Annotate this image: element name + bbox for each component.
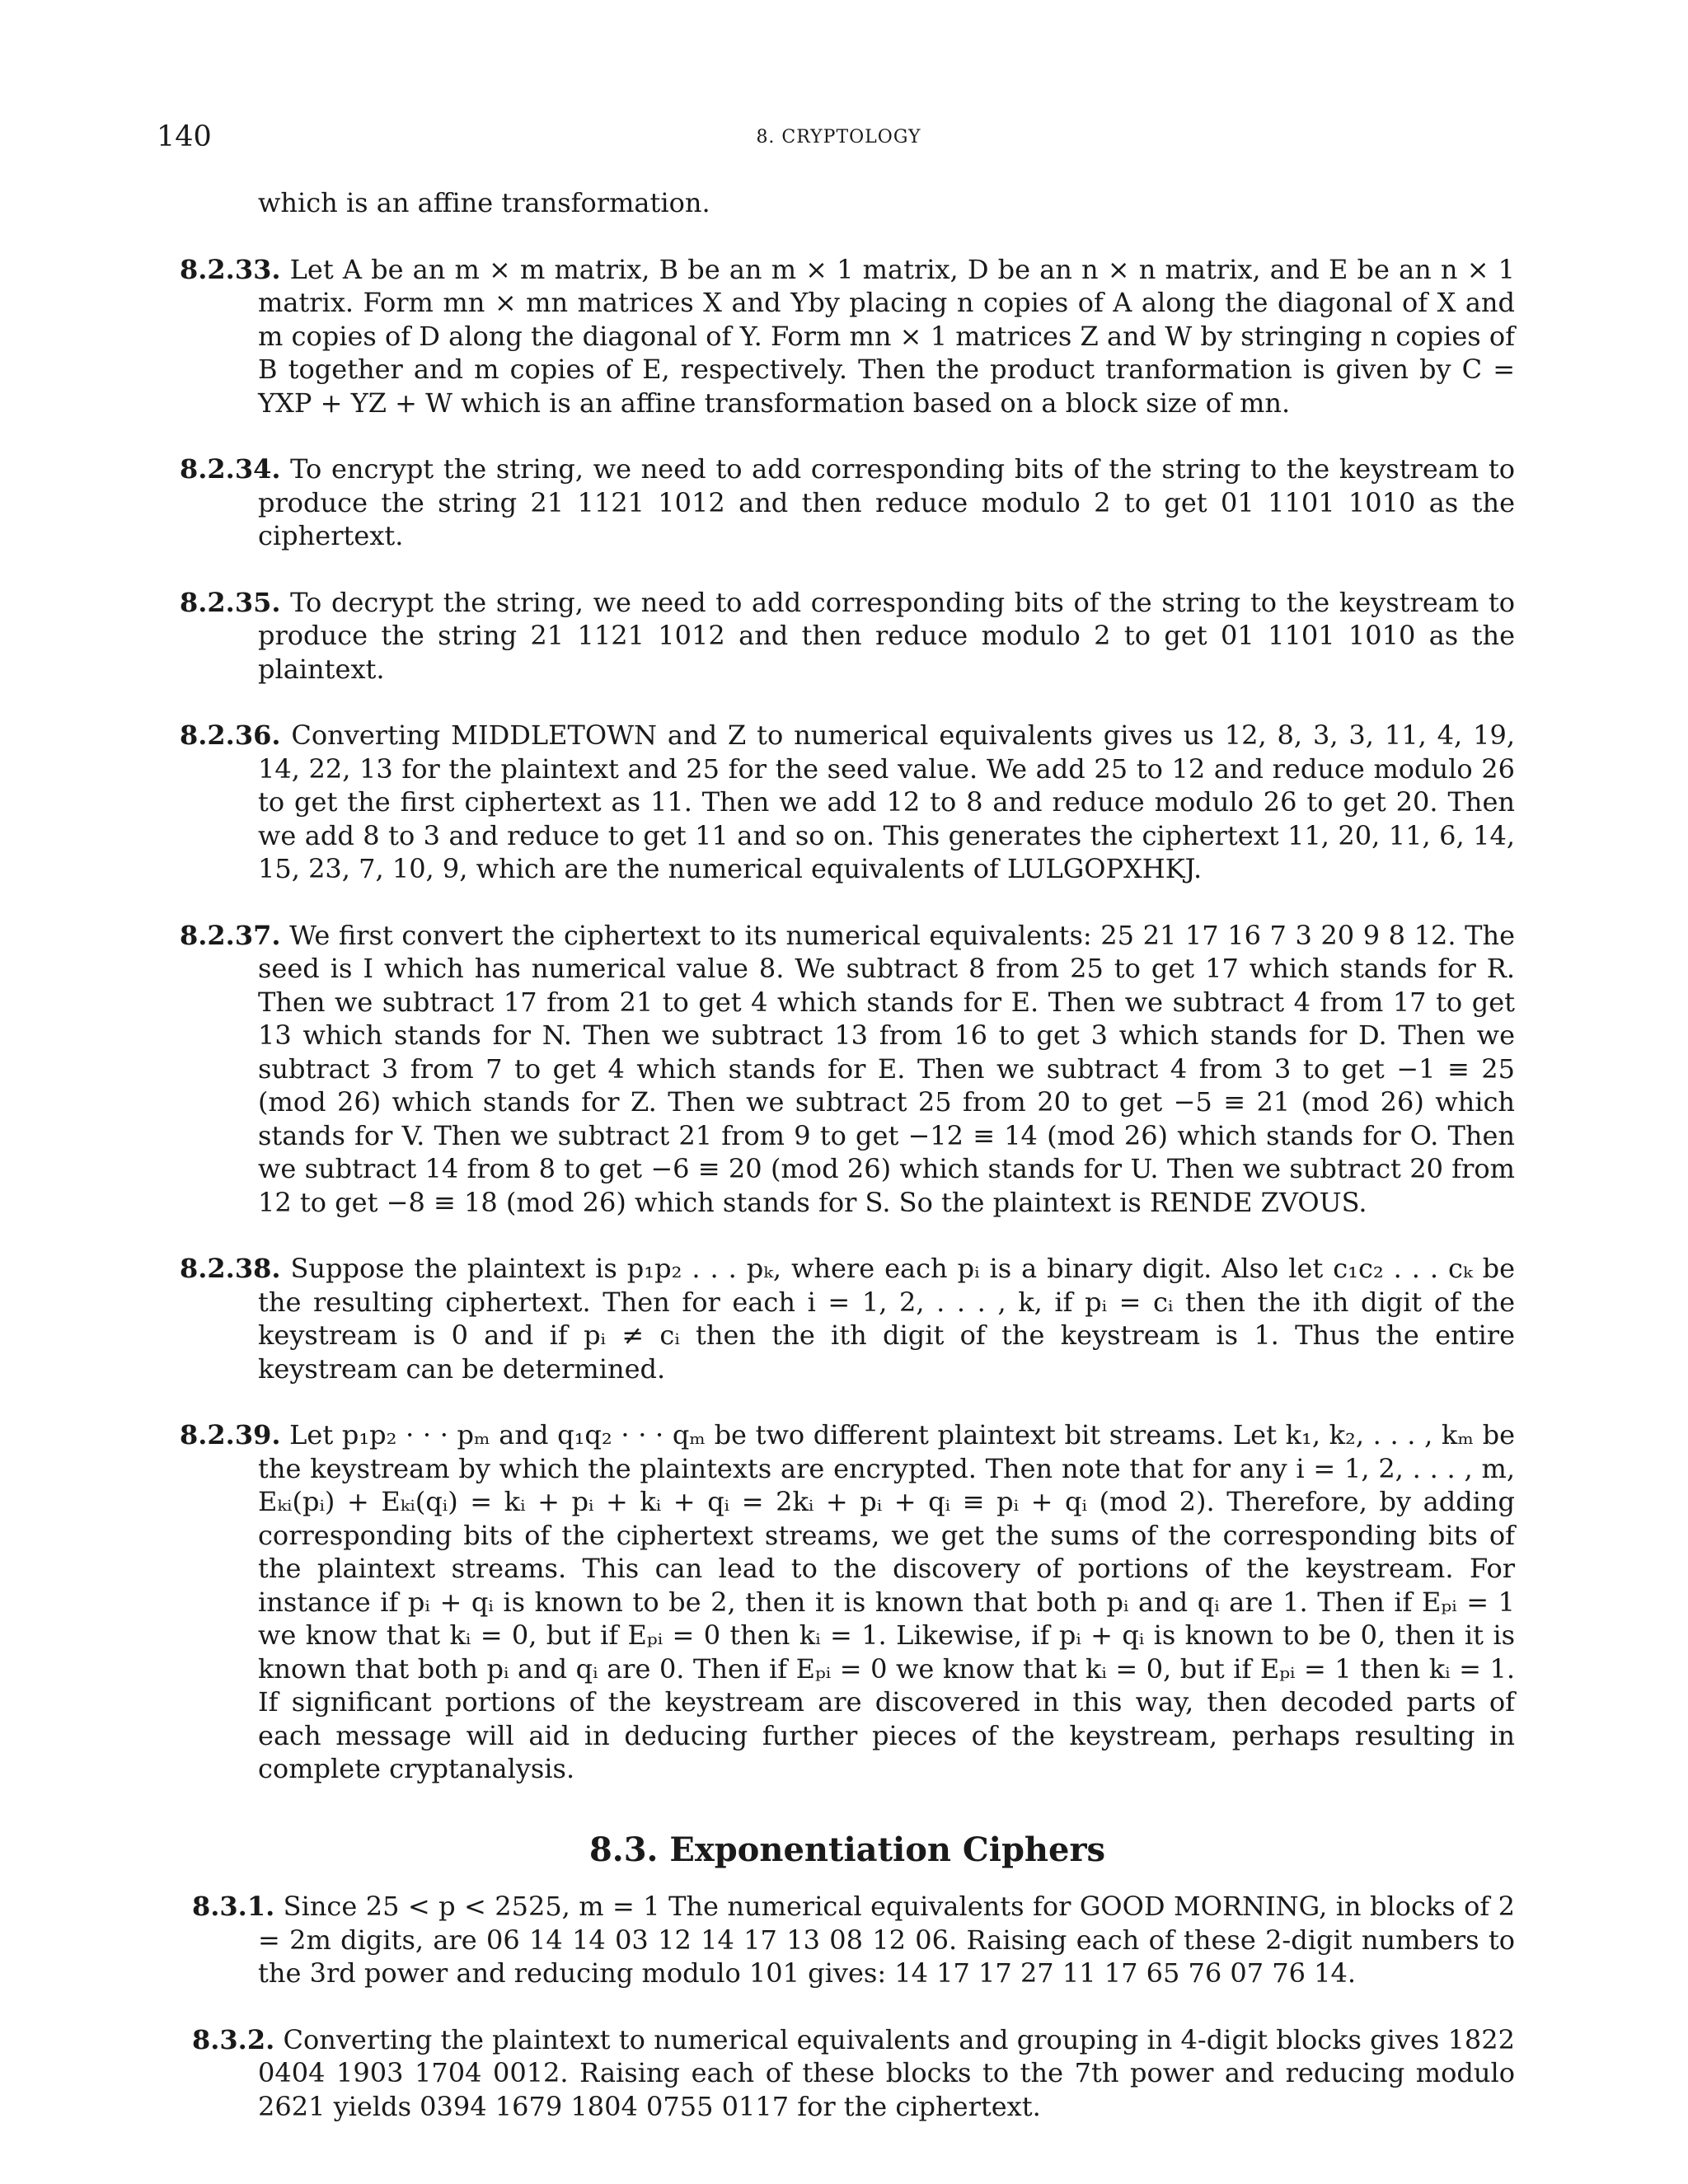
problem-8-2-36 bbox=[180, 719, 1516, 886]
problem-8-2-34 bbox=[180, 452, 1516, 553]
problem-8-3-2 bbox=[192, 2023, 1516, 2124]
problem-text: Converting MIDDLETOWN and Z to numerical equivalents gives us 12, 8, 3, 3, 11, 4, 19, 14, 22, 13 for the plaintext and 25 for the seed value. We add 25 to 12 and reduce modulo 26 to get the first ciphertext as 11. Then we add 12 to 8 and reduce modulo 26 to get 20. Then we add 8 to 3 and reduce to get 11 and so on. This generates the ciphertext 11, 20, 11, 6, 14, 15, 23, 7, 10, 9, which are the numerical equivalents of LULGOPXHKJ. bbox=[258, 719, 1516, 884]
problem-8-2-35 bbox=[180, 586, 1516, 687]
problem-text: Let p₁p₂ · · · pₘ and q₁q₂ · · · qₘ be two different plaintext bit streams. Let k₁, k₂, . . . , kₘ be the keystream by which the plaintexts are encrypted. Then note that for any i = 1, 2, . . . , m, Eₖᵢ(pᵢ) + Eₖᵢ(qᵢ) = kᵢ + pᵢ + kᵢ + qᵢ = 2kᵢ + pᵢ + qᵢ ≡ pᵢ + qᵢ (mod 2). Therefore, by adding corresponding bits of the ciphertext streams, we get the sums of the corresponding bits of the plaintext streams. This can lead to the discovery of portions of the keystream. For instance if pᵢ + qᵢ is known to be 2, then it is known that both pᵢ and qᵢ are 1. Then if Eₚᵢ = 1 we know that kᵢ = 0, but if Eₚᵢ = 0 then kᵢ = 1. Likewise, if pᵢ + qᵢ is known to be 0, then it is known that both pᵢ and qᵢ are 0. Then if Eₚᵢ = 0 we know that kᵢ = 0, but if Eₚᵢ = 1 then kᵢ = 1. If significant portions of the keystream are discovered in this way, then decoded parts of each message will aid in deducing further pieces of the keystream, perhaps resulting in complete cryptanalysis. bbox=[258, 1419, 1516, 1784]
section-title: 8.3. Exponentiation Ciphers bbox=[588, 1830, 1106, 1869]
problem-text: We first convert the ciphertext to its numerical equivalents: 25 21 17 16 7 3 20 9 8 12. The seed is I which has numerical value 8. We subtract 8 from 25 to get 17 which stands for R. Then we subtract 17 from 21 to get 4 which stands for E. Then we subtract 4 from 17 to get 13 which stands for N. Then we subtract 13 from 16 to get 3 which stands for D. Then we subtract 3 from 7 to get 4 which stands for E. Then we subtract 4 from 3 to get −1 ≡ 25 (mod 26) which stands for Z. Then we subtract 25 from 20 to get −5 ≡ 21 (mod 26) which stands for V. Then we subtract 21 from 9 to get −12 ≡ 14 (mod 26) which stands for O. Then we subtract 14 from 8 to get −6 ≡ 20 (mod 26) which stands for U. Then we subtract 20 from 12 to get −8 ≡ 18 (mod 26) which stands for S. So the plaintext is RENDE ZVOUS. bbox=[258, 919, 1516, 1218]
problem-number: 8.3.2. bbox=[192, 2023, 275, 2055]
problem-number: 8.2.39. bbox=[180, 1419, 281, 1451]
continuation-text: which is an affine transformation. bbox=[258, 187, 710, 218]
problem-8-2-39 bbox=[180, 1418, 1516, 1786]
page-number: 140 bbox=[157, 120, 212, 153]
problem-number: 8.2.36. bbox=[180, 719, 281, 751]
problem-number: 8.2.33. bbox=[180, 253, 281, 285]
problem-8-2-33 bbox=[180, 253, 1516, 420]
problem-8-2-38 bbox=[180, 1252, 1516, 1385]
problem-number: 8.2.35. bbox=[180, 586, 281, 618]
page-content bbox=[180, 186, 1515, 2156]
running-head: 8. CRYPTOLOGY bbox=[756, 127, 921, 148]
problem-8-3-1 bbox=[192, 1890, 1516, 1990]
problem-8-2-37 bbox=[180, 919, 1516, 1220]
problem-text: Since 25 < p < 2525, m = 1 The numerical equivalents for GOOD MORNING, in blocks of 2 = 2m digits, are 06 14 14 03 12 14 17 13 08 12 06. Raising each of these 2-digit numbers to the 3rd power and reducing modulo 101 gives: 14 17 17 27 11 17 65 76 07 76 14. bbox=[258, 1891, 1516, 1989]
problem-number: 8.3.1. bbox=[192, 1891, 275, 1922]
problem-number: 8.2.37. bbox=[180, 919, 281, 951]
page-header bbox=[157, 115, 1521, 165]
problem-text: Suppose the plaintext is p₁p₂ . . . pₖ, where each pᵢ is a binary digit. Also let c₁c₂ . . . cₖ be the resulting ciphertext. Then for each i = 1, 2, . . . , k, if pᵢ = cᵢ then the ith digit of the keystream is 0 and if pᵢ ≠ cᵢ then the ith digit of the keystream is 1. Thus the entire keystream can be determined. bbox=[258, 1253, 1516, 1385]
problem-text: Let A be an m × m matrix, B be an m × 1 matrix, D be an n × n matrix, and E be an n × 1 matrix. Form mn × mn matrices X and Yby placing n copies of A along the diagonal of X and m copies of D along the diagonal of Y. Form mn × 1 matrices Z and W by stringing n copies of B together and m copies of E, respectively. Then the product tranformation is given by C = YXP + YZ + W which is an affine transformation based on a block size of mn. bbox=[258, 253, 1516, 419]
problem-text: To encrypt the string, we need to add corresponding bits of the string to the keystream to produce the string 21 1121 1012 and then reduce modulo 2 to get 01 1101 1010 as the ciphertext. bbox=[258, 453, 1516, 551]
problem-text: Converting the plaintext to numerical equivalents and grouping in 4-digit blocks gives 1822 0404 1903 1704 0012. Raising each of these blocks to the 7th power and reducing modulo 2621 yields 0394 1679 1804 0755 0117 for the ciphertext. bbox=[258, 2023, 1516, 2122]
problem-number: 8.2.34. bbox=[180, 453, 281, 485]
problem-text: To decrypt the string, we need to add corresponding bits of the string to the keystream to produce the string 21 1121 1012 and then reduce modulo 2 to get 01 1101 1010 as the plaintext. bbox=[258, 586, 1516, 685]
problem-number: 8.2.38. bbox=[180, 1253, 281, 1284]
